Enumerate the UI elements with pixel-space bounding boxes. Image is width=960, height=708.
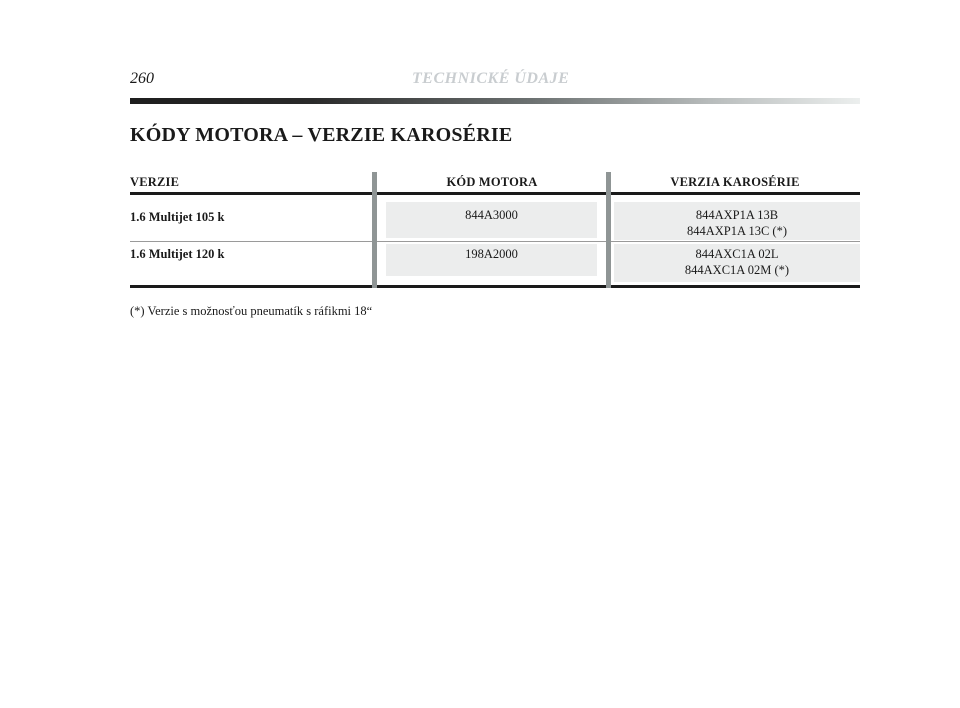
page-number: 260 [130,70,154,87]
column-separator-2 [606,172,611,288]
column-header-version: VERZIE [130,175,180,189]
header-gradient-bar [130,98,860,104]
page-heading: KÓDY MOTORA – VERZIE KAROSÉRIE [130,124,513,146]
column-header-body-version: VERZIA KAROSÉRIE [670,175,800,189]
row-body-version: 844AXC1A 02L [695,247,779,261]
row-version-label: 1.6 Multijet 120 k [130,247,225,261]
row-engine-code: 198A2000 [465,247,518,261]
column-header-engine-code: KÓD MOTORA [446,175,538,189]
row-body-version: 844AXP1A 13B [695,208,779,222]
table-bottom-rule [130,285,860,288]
engine-codes-table [130,172,860,288]
section-title: TECHNICKÉ ÚDAJE [412,70,570,87]
row-body-version: 844AXP1A 13C (*) [686,224,787,238]
table-row-divider [130,241,860,242]
footnote: (*) Verzie s možnosťou pneumatík s ráfikmi 18“ [130,304,373,318]
table-header-rule [130,192,860,195]
row-body-version: 844AXC1A 02M (*) [684,263,790,277]
row-version-label: 1.6 Multijet 105 k [130,210,225,224]
row-engine-code: 844A3000 [465,208,518,222]
column-separator-1 [372,172,377,288]
